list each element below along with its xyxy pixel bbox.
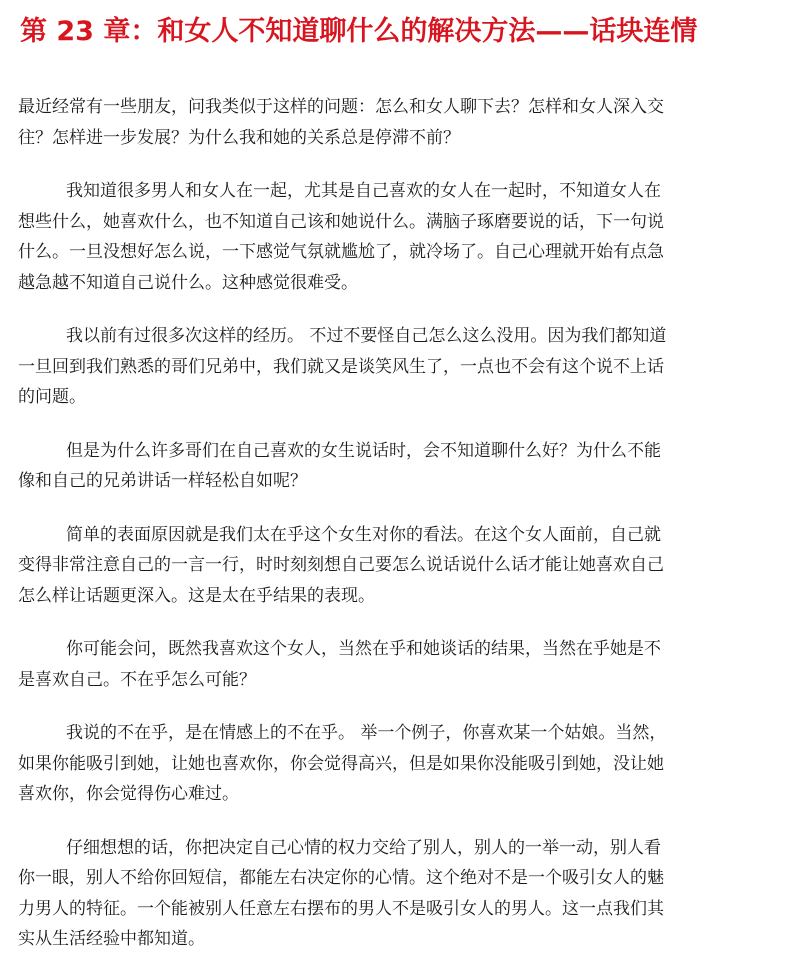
paragraph-line: 什么。一旦没想好怎么说，一下感觉气氛就尴尬了，就冷场了。自己心理就开始有点急 — [18, 242, 664, 262]
paragraph-line: 力男人的特征。一个能被别人任意左右摆布的男人不是吸引女人的男人。这一点我们其 — [18, 898, 664, 919]
paragraph — [18, 321, 788, 413]
paragraph — [18, 718, 788, 810]
paragraph-line: 如果你能吸引到她，让她也喜欢你，你会觉得高兴，但是如果你没能吸引到她，没让她 — [18, 753, 664, 774]
paragraph-line: 但是为什么许多哥们在自己喜欢的女生说话时，会不知道聊什么好？为什么不能 — [66, 440, 661, 461]
paragraph-line: 越急越不知道自己说什么。这种感觉很难受。 — [18, 272, 358, 293]
paragraph-line: 简单的表面原因就是我们太在乎这个女生对你的看法。在这个女人面前，自己就 — [66, 524, 661, 545]
paragraph — [18, 176, 788, 298]
chapter-body — [18, 92, 788, 978]
paragraph-line: 变得非常注意自己的一言一行，时时刻刻想自己要怎么说话说什么话才能让她喜欢自己 — [18, 555, 664, 575]
paragraph — [18, 634, 788, 695]
paragraph-line: 想些什么，她喜欢什么，也不知道自己该和她说什么。满脑子琢磨要说的话，下一句说 — [18, 211, 664, 232]
chapter-title: 第 23 章：和女人不知道聊什么的解决方法——话块连情 — [20, 16, 698, 47]
paragraph-line: 是喜欢自己。不在乎怎么可能？ — [18, 669, 256, 690]
paragraph-line: 我以前有过很多次这样的经历。 不过不要怪自己怎么这么没用。因为我们都知道 — [66, 326, 667, 346]
paragraph-line: 实从生活经验中都知道。 — [18, 929, 205, 949]
paragraph-line: 我知道很多男人和女人在一起，尤其是自己喜欢的女人在一起时，不知道女人在 — [66, 181, 661, 201]
paragraph-line: 最近经常有一些朋友，问我类似于这样的问题：怎么和女人聊下去？怎样和女人深入交 — [18, 97, 664, 117]
paragraph-line: 我说的不在乎，是在情感上的不在乎。 举一个例子，你喜欢某一个姑娘。当然， — [66, 723, 667, 743]
paragraph-line: 仔细想想的话，你把决定自己心情的权力交给了别人，别人的一举一动，别人看 — [66, 837, 661, 858]
paragraph — [18, 92, 788, 153]
paragraph — [18, 520, 788, 612]
paragraph-line: 一旦回到我们熟悉的哥们兄弟中，我们就又是谈笑风生了，一点也不会有这个说不上话 — [18, 356, 664, 377]
paragraph-line: 喜欢你，你会觉得伤心难过。 — [18, 784, 239, 804]
paragraph — [18, 436, 788, 497]
paragraph-line: 像和自己的兄弟讲话一样轻松自如呢？ — [18, 471, 307, 491]
paragraph — [18, 833, 788, 955]
paragraph-line: 你可能会问，既然我喜欢这个女人，当然在乎和她谈话的结果，当然在乎她是不 — [66, 639, 661, 659]
paragraph-line: 你一眼，别人不给你回短信，都能左右决定你的心情。这个绝对不是一个吸引女人的魅 — [18, 868, 664, 888]
paragraph-line: 怎么样让话题更深入。这是太在乎结果的表现。 — [18, 585, 375, 606]
paragraph-line: 的问题。 — [18, 387, 86, 407]
paragraph-line: 往？怎样进一步发展？为什么我和她的关系总是停滞不前？ — [18, 127, 460, 148]
